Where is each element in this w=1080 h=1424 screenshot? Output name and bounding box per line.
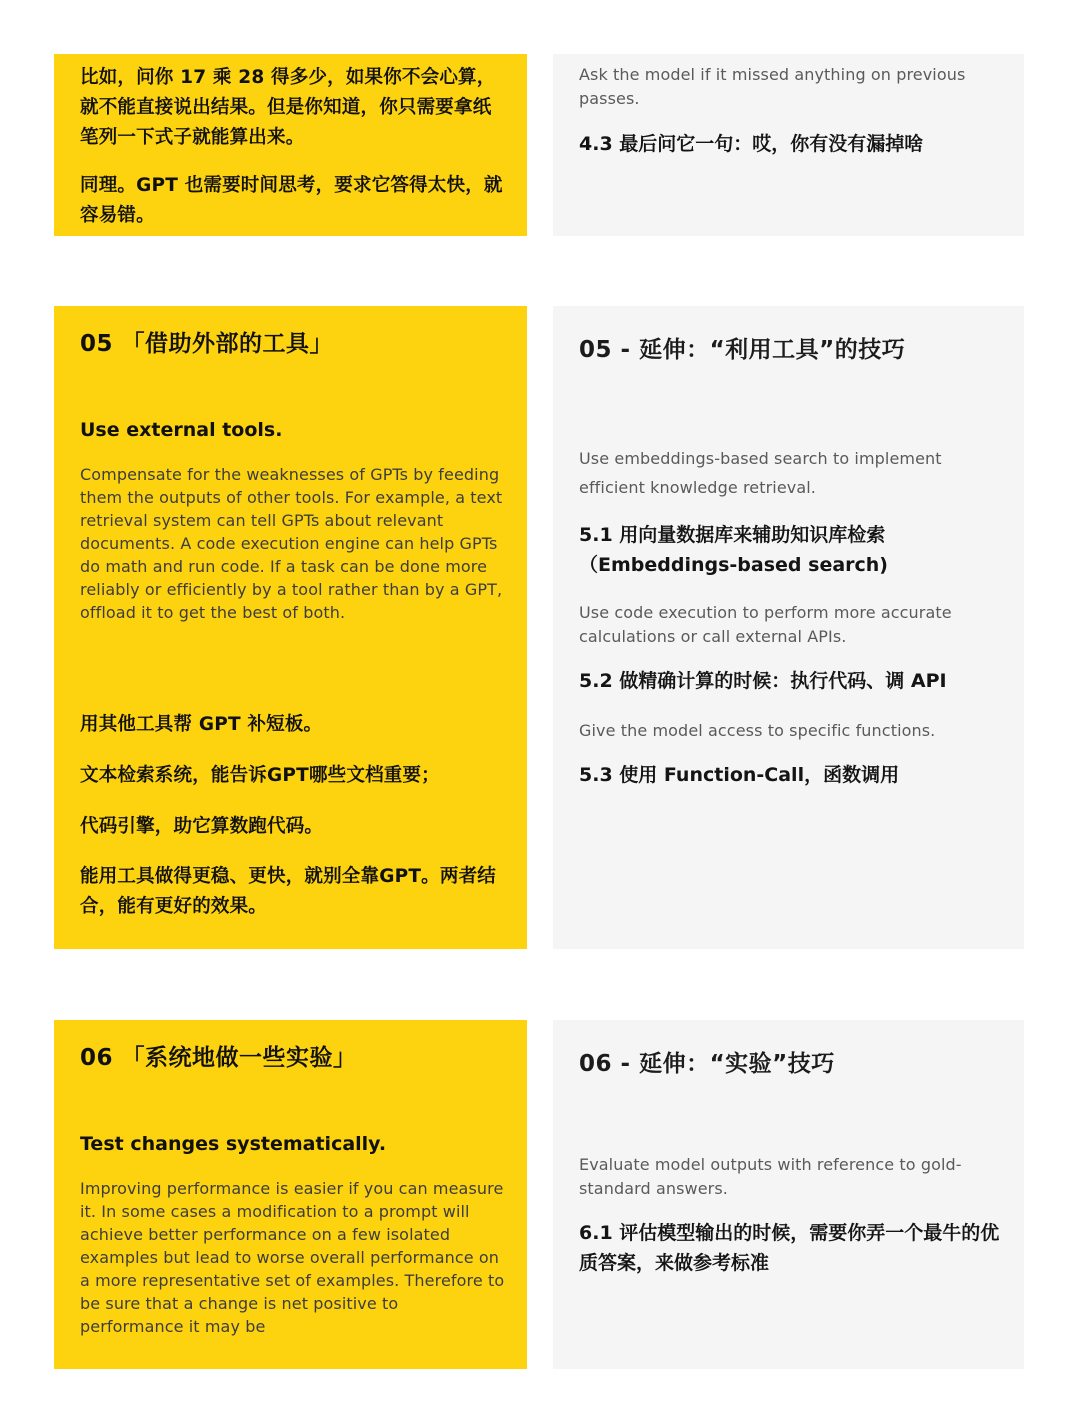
- card-tips-4: [553, 54, 1024, 236]
- section-06-en-body: Improving performance is easier if you can measure it. In some cases a modification to a prompt will achieve better performance on a few isolated examples but lead to worse overall performance on a more representative set of examples. Therefore to be sure that a change is net positive to performance it may be: [80, 1179, 505, 1336]
- card-reasoning-continued: [54, 54, 527, 236]
- tip-5-2: 5.2 做精确计算的时候：执行代码、调 API: [579, 670, 947, 692]
- tip-5-1: 5.1 用向量数据库来辅助知识库检索（Embeddings-based search): [579, 524, 888, 576]
- en-tip-5-2: Use code execution to perform more accurate calculations or call external APIs.: [579, 603, 952, 646]
- tip-5-3: 5.3 使用 Function-Call，函数调用: [579, 764, 900, 786]
- en-tip-5-3: Give the model access to specific functions.: [579, 721, 936, 740]
- zh-paragraph-example: 比如，问你 17 乘 28 得多少，如果你不会心算，就不能直接说出结果。但是你知道，你只需要拿纸笔列一下式子就能算出来。: [80, 67, 496, 148]
- section-06-extension-title: 06 - 延伸：“实验”技巧: [579, 1051, 835, 1077]
- en-tip-5-1: Use embeddings-based search to implement efficient knowledge retrieval.: [579, 449, 942, 497]
- card-section-06: [54, 1020, 527, 1369]
- section-05-zh-2: 文本检索系统，能告诉GPT哪些文档重要；: [80, 765, 440, 786]
- en-tip-6-1: Evaluate model outputs with reference to gold-standard answers.: [579, 1155, 962, 1198]
- card-section-05-extension: [553, 306, 1024, 949]
- tip-6-1: 6.1 评估模型输出的时候，需要你弄一个最牛的优质答案，来做参考标准: [579, 1222, 1000, 1274]
- section-05-zh-1: 用其他工具帮 GPT 补短板。: [80, 714, 323, 735]
- zh-paragraph-conclusion: 同理。GPT 也需要时间思考，要求它答得太快，就容易错。: [80, 175, 503, 226]
- section-06-title: 06 「系统地做一些实验」: [80, 1045, 357, 1071]
- section-05-zh-3: 代码引擎，助它算数跑代码。: [80, 816, 324, 837]
- card-section-06-extension: [553, 1020, 1024, 1369]
- en-tip-4-3: Ask the model if it missed anything on previous passes.: [579, 65, 966, 108]
- card-section-05: [54, 306, 527, 949]
- section-05-zh-4: 能用工具做得更稳、更快，就别全靠GPT。两者结合，能有更好的效果。: [80, 866, 496, 917]
- section-05-en-body: Compensate for the weaknesses of GPTs by feeding them the outputs of other tools. For example, a text retrieval system can tell GPTs about relevant documents. A code execution engine can help GPTs do math and run code. If a task can be done more reliably or efficiently by a tool rather than by a GPT, offload it to get the best of both.: [80, 465, 503, 622]
- tip-4-3: 4.3 最后问它一句：哎，你有没有漏掉啥: [579, 133, 924, 155]
- section-05-extension-title: 05 - 延伸：“利用工具”的技巧: [579, 337, 906, 363]
- section-05-title: 05 「借助外部的工具」: [80, 331, 334, 357]
- section-05-en-heading: Use external tools.: [80, 419, 283, 441]
- section-06-en-heading: Test changes systematically.: [80, 1133, 387, 1155]
